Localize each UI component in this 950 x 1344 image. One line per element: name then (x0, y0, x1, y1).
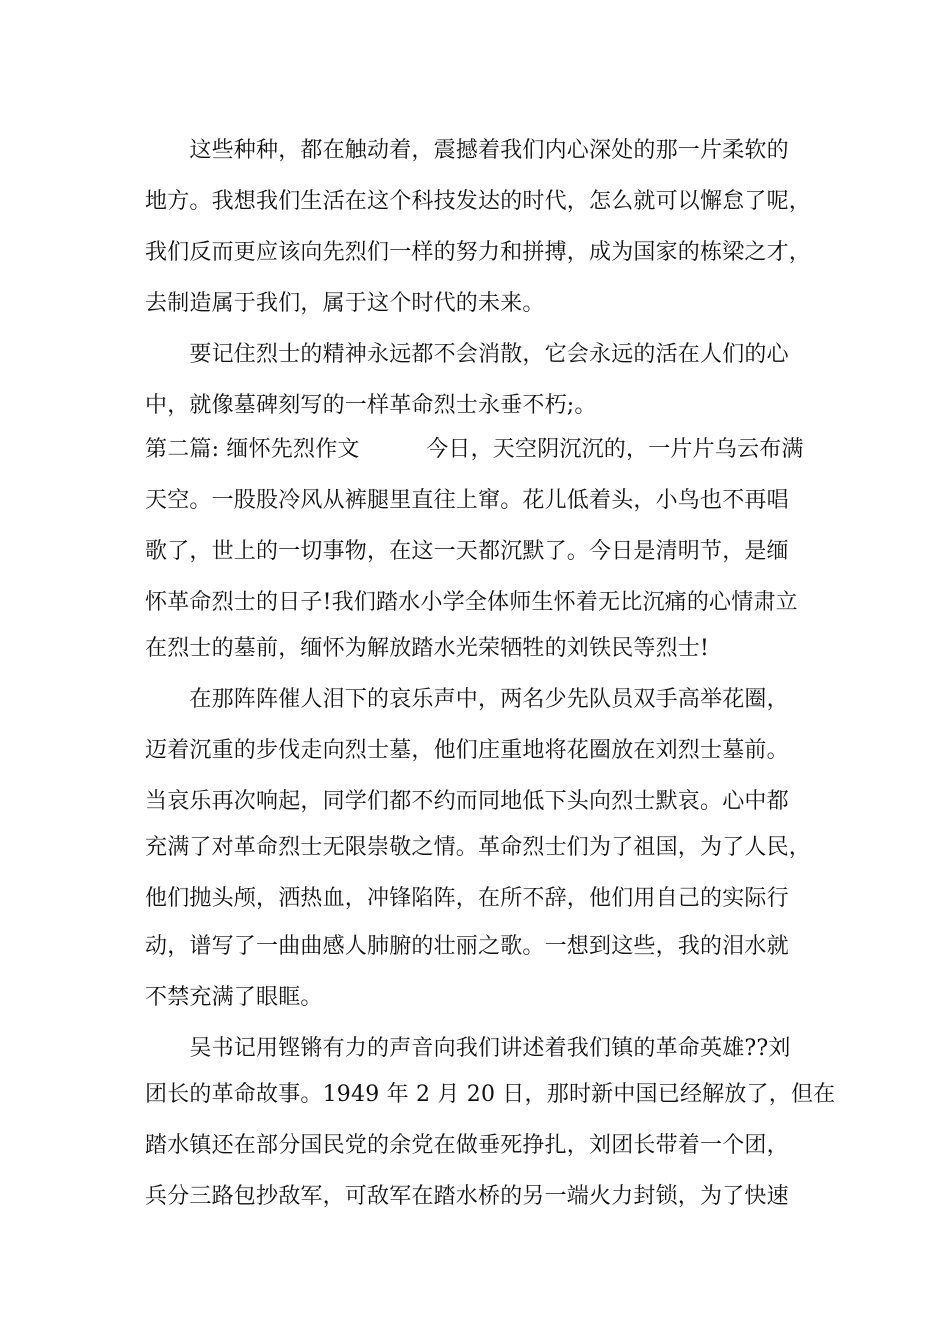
text-line: 这些种种，都在触动着，震撼着我们内心深处的那一片柔软的 (145, 138, 789, 163)
text-line: 中，就像墓碑刻写的一样革命烈士永垂不朽;。 (145, 393, 597, 418)
text-line: 在那阵阵催人泪下的哀乐声中，两名少先队员双手高举花圈， (145, 687, 789, 712)
text-line: 吴书记用铿锵有力的声音向我们讲述着我们镇的革命英雄??刘 (145, 1036, 791, 1061)
text-line: 要记住烈士的精神永远都不会消散，它会永远的活在人们的心 (145, 342, 789, 367)
text-line: 天空。一股股冷风从裤腿里直往上窜。花儿低着头，小鸟也不再唱 (145, 488, 789, 513)
text-line: 怀革命烈士的日子!我们踏水小学全体师生怀着无比沉痛的心情肃立 (145, 590, 798, 615)
text-line: 我们反而更应该向先烈们一样的努力和拼搏，成为国家的栋梁之才， (145, 240, 812, 265)
section-heading-line: 第二篇: 缅怀先烈作文 今日，天空阴沉沉的，一片片乌云布满 (145, 437, 804, 462)
text-line: 迈着沉重的步伐走向烈士墓，他们庄重地将花圈放在刘烈士墓前。 (145, 738, 789, 763)
text-line: 地方。我想我们生活在这个科技发达的时代，怎么就可以懈怠了呢， (145, 189, 812, 214)
text-line: 他们抛头颅，洒热血，冲锋陷阵，在所不辞，他们用自己的实际行 (145, 886, 789, 911)
text-line: 踏水镇还在部分国民党的余党在做垂死挣扎，刘团长带着一个团， (145, 1133, 789, 1158)
text-line: 不禁充满了眼眶。 (145, 985, 323, 1010)
text-line: 歌了，世上的一切事物，在这一天都沉默了。今日是清明节，是缅 (145, 539, 789, 564)
text-line: 兵分三路包抄敌军，可敌军在踏水桥的另一端火力封锁，为了快速 (145, 1184, 789, 1209)
text-line: 在烈士的墓前，缅怀为解放踏水光荣牺牲的刘铁民等烈士! (145, 636, 710, 661)
text-line: 充满了对革命烈士无限崇敬之情。革命烈士们为了祖国，为了人民， (145, 835, 812, 860)
text-line: 动，谱写了一曲曲感人肺腑的壮丽之歌。一想到这些，我的泪水就 (145, 934, 789, 959)
text-line: 团长的革命故事。1949 年 2 月 20 日，那时新中国已经解放了，但在 (145, 1082, 836, 1107)
text-line: 当哀乐再次响起，同学们都不约而同地低下头向烈士默哀。心中都 (145, 789, 789, 814)
text-line: 去制造属于我们，属于这个时代的未来。 (145, 291, 545, 316)
